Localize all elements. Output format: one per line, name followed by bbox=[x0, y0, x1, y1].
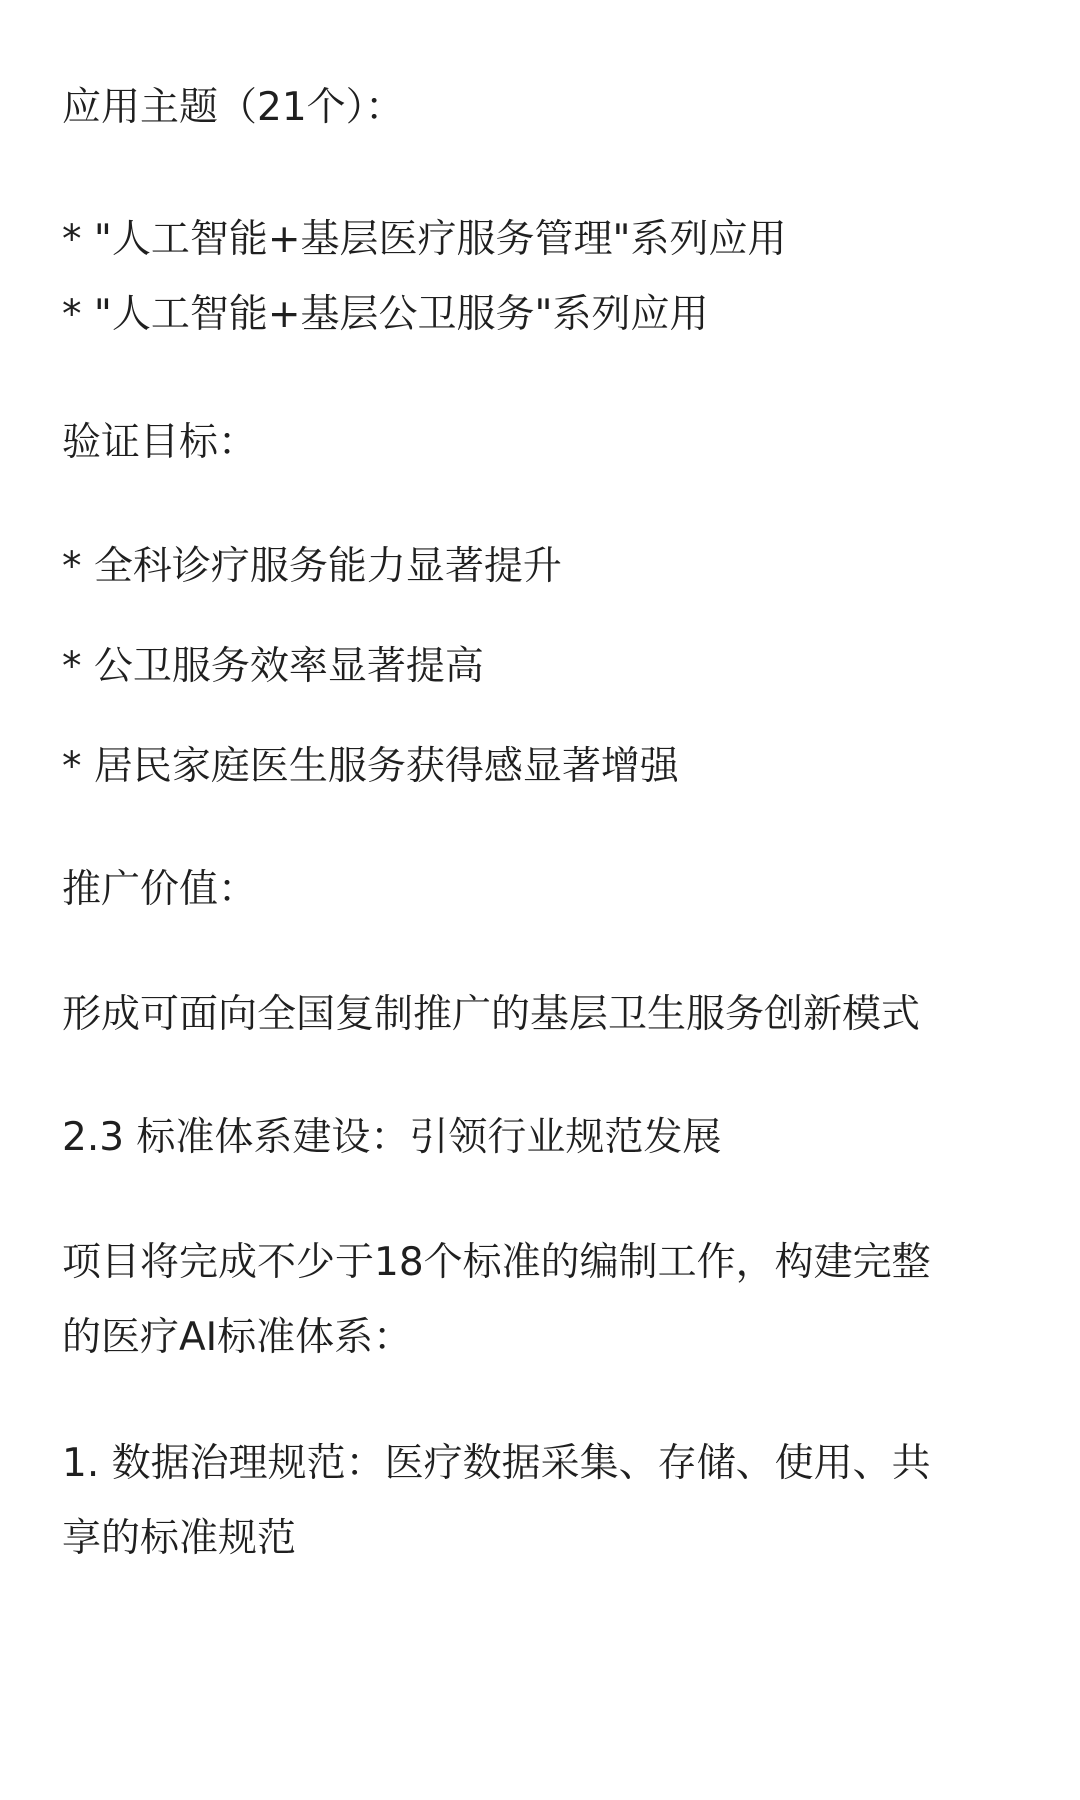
standard-item-line: 1. 数据治理规范：医疗数据采集、存储、使用、共 bbox=[62, 1441, 931, 1486]
standard-item-line: 享的标准规范 bbox=[62, 1516, 297, 1561]
verification-goals-heading: 验证目标： bbox=[62, 420, 258, 465]
application-topic-item: * "人工智能+基层公卫服务"系列应用 bbox=[62, 292, 709, 337]
verification-goal-item: * 居民家庭医生服务获得感显著增强 bbox=[62, 744, 679, 789]
standards-intro-line: 的医疗AI标准体系： bbox=[62, 1315, 413, 1360]
verification-goal-item: * 全科诊疗服务能力显著提升 bbox=[62, 544, 562, 589]
promotion-value-heading: 推广价值： bbox=[62, 867, 258, 912]
application-topics-heading: 应用主题（21个）： bbox=[62, 85, 405, 130]
promotion-value-text: 形成可面向全国复制推广的基层卫生服务创新模式 bbox=[62, 992, 921, 1037]
section-2-3-heading: 2.3 标准体系建设：引领行业规范发展 bbox=[62, 1115, 722, 1160]
verification-goal-item: * 公卫服务效率显著提高 bbox=[62, 644, 484, 689]
application-topic-item: * "人工智能+基层医疗服务管理"系列应用 bbox=[62, 217, 787, 262]
standards-intro-line: 项目将完成不少于18个标准的编制工作，构建完整 bbox=[62, 1240, 931, 1285]
